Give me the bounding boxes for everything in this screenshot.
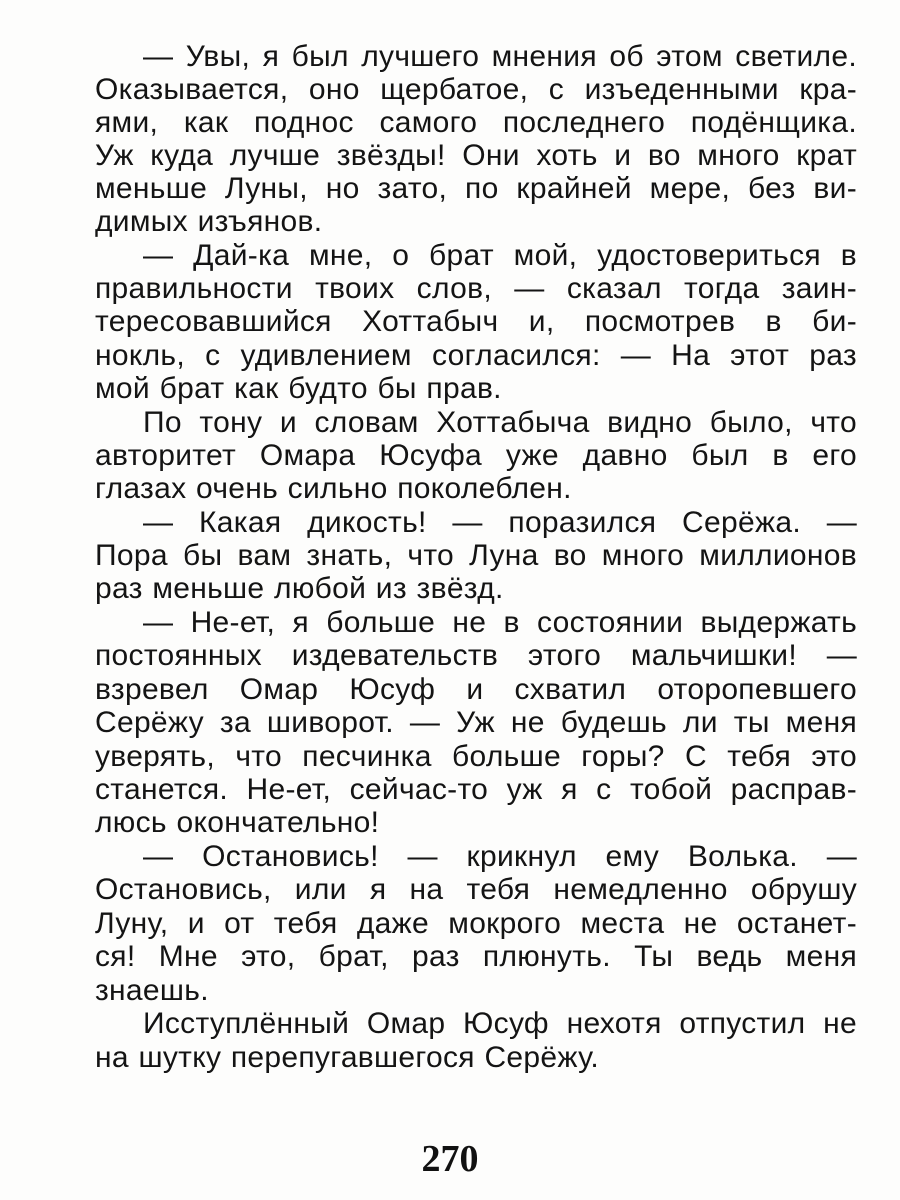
text-line: авторитет Омара Юсуфа уже давно был в его	[95, 439, 857, 472]
text-line: станется. Не-ет, сейчас-то уж я с тобой расправ-	[95, 773, 857, 806]
text-line: ями, как поднос самого последнего подёнщика.	[95, 106, 857, 139]
text-line: постоянных издевательств этого мальчишки! —	[95, 639, 857, 672]
text-line: — Увы, я был лучшего мнения об этом светиле.	[143, 40, 857, 73]
text-line: димых изъянов.	[95, 205, 323, 238]
text-line: уверять, что песчинка больше горы? С тебя это	[95, 740, 857, 773]
text-line: Уж куда лучше звёзды! Они хоть и во много крат	[95, 139, 857, 172]
text-line: мой брат как будто бы прав.	[95, 372, 502, 405]
text-line: — Дай-ка мне, о брат мой, удостовериться в	[143, 239, 857, 272]
page-number: 270	[421, 1138, 479, 1180]
text-line: люсь окончательно!	[95, 806, 380, 839]
text-line: — Остановись! — крикнул ему Волька. —	[143, 840, 857, 873]
text-line: Остановись, или я на тебя немедленно обрушу	[95, 873, 857, 906]
text-line: Оказывается, оно щербатое, с изъеденными кра-	[95, 73, 857, 106]
text-line: Пора бы вам знать, что Луна во много миллионов	[95, 539, 857, 572]
text-line: — Какая дикость! — поразился Серёжа. —	[143, 506, 857, 539]
text-line: меньше Луны, но зато, по крайней мере, без ви-	[95, 172, 857, 205]
text-line: ся! Мне это, брат, раз плюнуть. Ты ведь меня	[95, 940, 857, 973]
text-line: Серёжу за шиворот. — Уж не будешь ли ты меня	[95, 706, 857, 739]
text-line: По тону и словам Хоттабыча видно было, что	[143, 406, 857, 439]
text-line: Луну, и от тебя даже мокрого места не останет-	[95, 907, 857, 940]
text-line: на шутку перепугавшегося Серёжу.	[95, 1041, 599, 1074]
text-line: — Не-ет, я больше не в состоянии выдержать	[143, 606, 857, 639]
text-line: нокль, с удивлением согласился: — На этот раз	[95, 339, 857, 372]
text-line: глазах очень сильно поколеблен.	[95, 472, 572, 505]
text-line: правильности твоих слов, — сказал тогда заин-	[95, 272, 857, 305]
text-line: знаешь.	[95, 974, 209, 1007]
text-line: взревел Омар Юсуф и схватил оторопевшего	[95, 673, 857, 706]
text-line: Исступлённый Омар Юсуф нехотя отпустил не	[143, 1007, 857, 1040]
text-line: тересовавшийся Хоттабыч и, посмотрев в би-	[95, 305, 857, 338]
text-line: раз меньше любой из звёзд.	[95, 572, 504, 605]
